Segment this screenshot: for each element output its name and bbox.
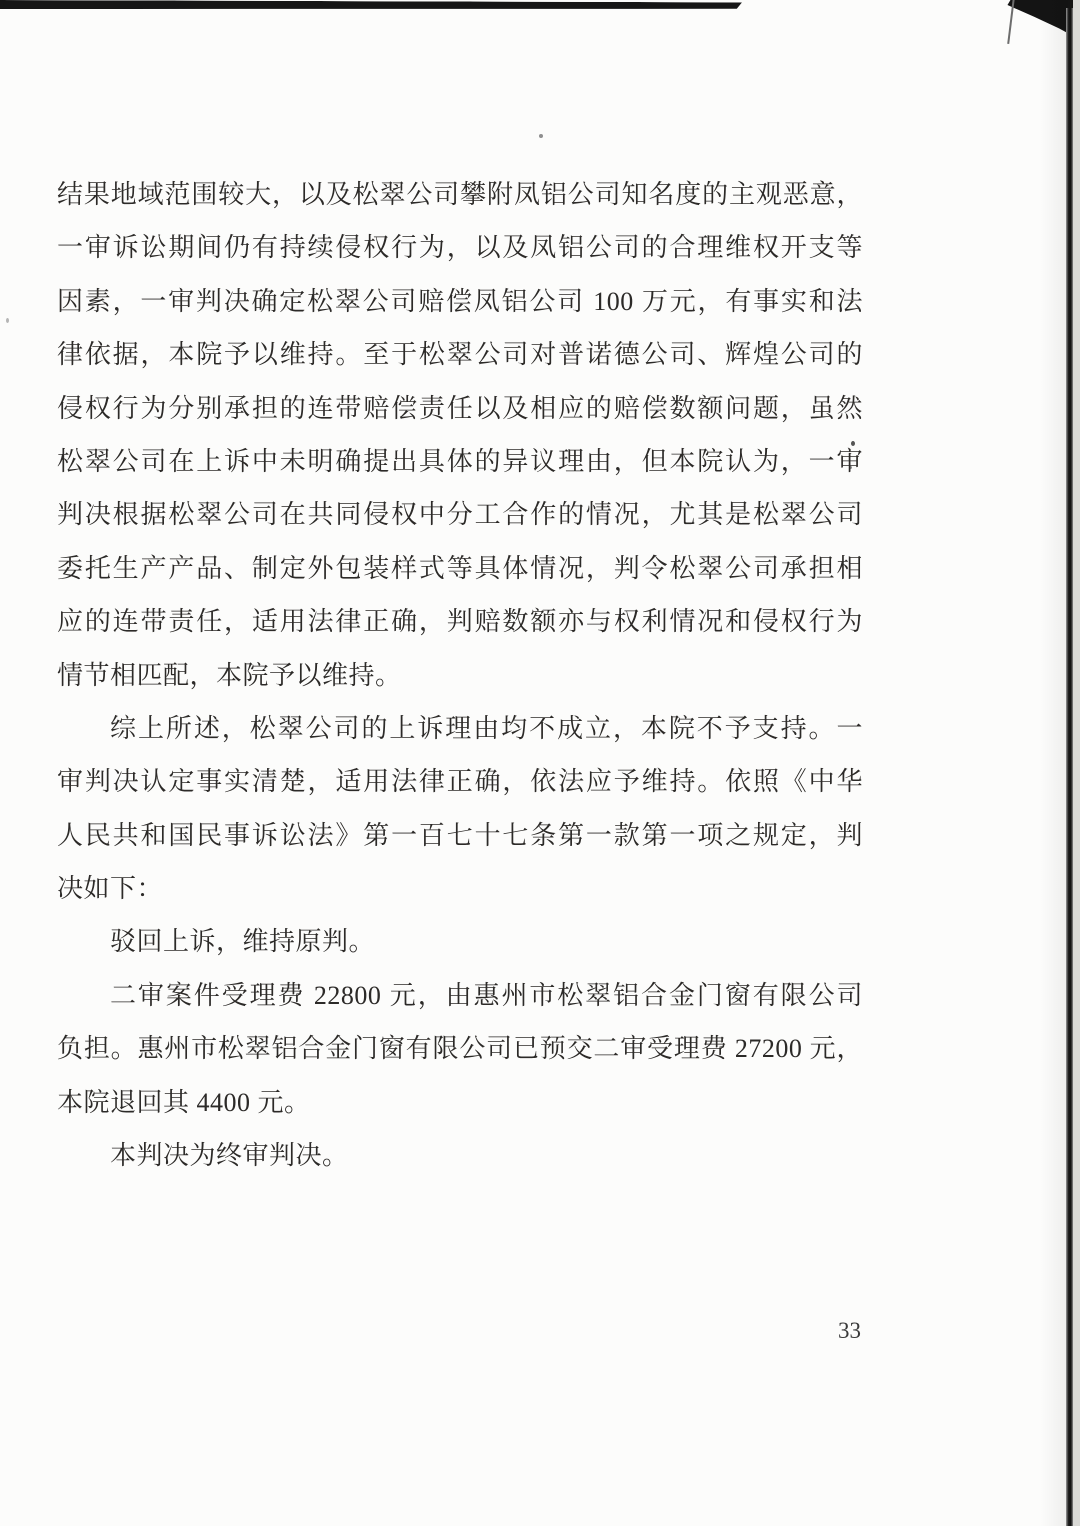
- scan-speck: [6, 318, 9, 323]
- text-line: 综上所述，松翠公司的上诉理由均不成立，本院不予支持。一: [110, 713, 863, 743]
- scan-artifact-edge-line: [1066, 8, 1073, 1526]
- text-line: 决如下：: [57, 874, 164, 904]
- text-line: 松翠公司在上诉中未明确提出具体的异议理由，但本院认为，一审: [57, 446, 863, 476]
- text-line: 侵权行为分别承担的连带赔偿责任以及相应的赔偿数额问题，虽然: [57, 393, 863, 423]
- text-line: 委托生产产品、制定外包装样式等具体情况，判令松翠公司承担相: [57, 553, 863, 583]
- scan-artifact-edge-shadow: [1040, 0, 1068, 1526]
- text-line: 因素，一审判决确定松翠公司赔偿凤铝公司 100 万元，有事实和法: [57, 286, 863, 316]
- scan-artifact-top-bar: [0, 0, 742, 11]
- text-line: 情节相匹配，本院予以维持。: [57, 660, 402, 690]
- text-line: 一审诉讼期间仍有持续侵权行为，以及凤铝公司的合理维权开支等: [57, 233, 863, 263]
- text-line: 人民共和国民事诉讼法》第一百七十七条第一款第一项之规定，判: [57, 820, 863, 850]
- text-line: 二审案件受理费 22800 元，由惠州市松翠铝合金门窗有限公司: [110, 980, 863, 1010]
- text-line: 本判决为终审判决。: [110, 1141, 349, 1171]
- text-line: 驳回上诉，维持原判。: [110, 927, 376, 957]
- page-number: 33: [838, 1318, 861, 1343]
- text-line: 判决根据松翠公司在共同侵权中分工合作的情况，尤其是松翠公司: [57, 500, 863, 530]
- text-line: 负担。惠州市松翠铝合金门窗有限公司已预交二审受理费 27200 元，: [57, 1034, 863, 1064]
- text-line: 审判决认定事实清楚，适用法律正确，依法应予维持。依照《中华: [57, 767, 863, 797]
- text-line: 律依据，本院予以维持。至于松翠公司对普诺德公司、辉煌公司的: [57, 340, 863, 370]
- text-line: 本院退回其 4400 元。: [57, 1087, 311, 1117]
- scan-artifact-corner-line: [1007, 0, 1015, 44]
- text-line: 结果地域范围较大，以及松翠公司攀附凤铝公司知名度的主观恶意，: [57, 180, 863, 209]
- scan-artifact-edge-light: [1073, 0, 1080, 1526]
- scan-speck: [539, 134, 543, 138]
- document-body: [57, 168, 863, 1182]
- text-line: 应的连带责任，适用法律正确，判赔数额亦与权利情况和侵权行为: [57, 607, 863, 637]
